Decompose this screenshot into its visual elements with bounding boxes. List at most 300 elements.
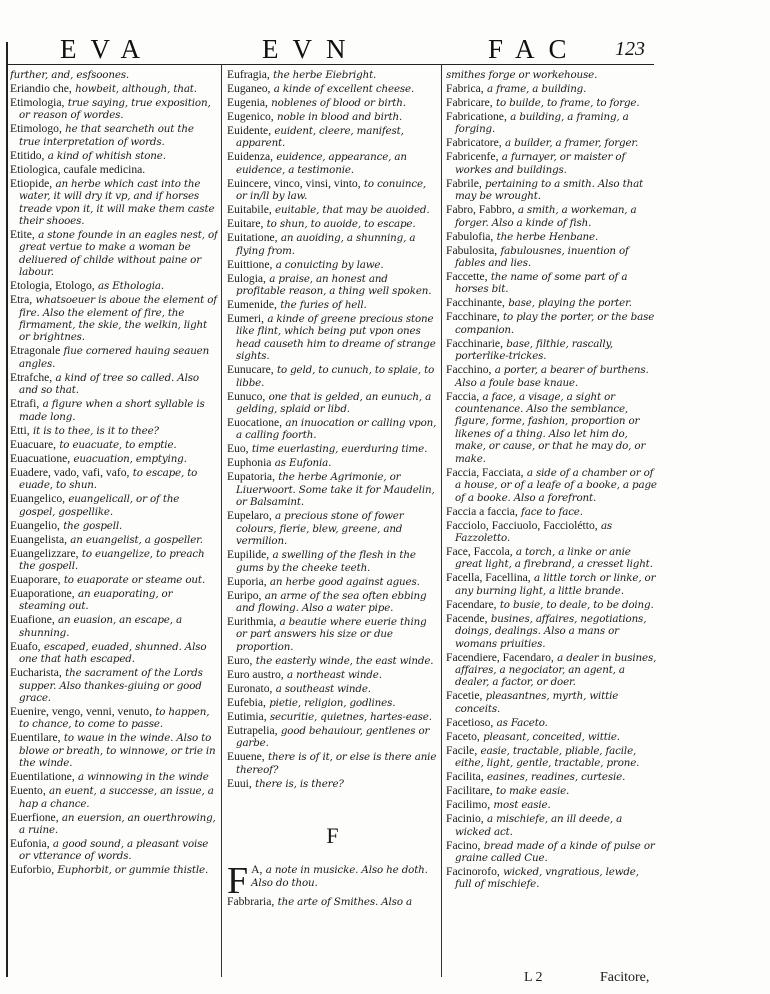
definition: to conuince, or in/ll by law. [236,177,427,203]
dictionary-entry [446,231,658,243]
headword: Fabricatore, [446,136,502,150]
dictionary-entry [446,69,658,81]
definition: an auoiding, a shunning, a flying from. [236,232,416,257]
dictionary-entry [227,178,438,203]
dictionary-entry [227,364,438,389]
headword: Facile, [446,743,478,757]
definition: he that searcheth out the true interpretation of words. [19,123,194,148]
headword: Fabbraria, [227,895,275,909]
definition: as Eufonia. [274,457,332,470]
definition: a praise, an honest and profitable reason, a thing well spoken. [236,272,432,298]
catchword: Facitore, [600,970,650,985]
headword: Euenire, vengo, venni, venuto, [10,704,152,718]
definition: an inuocation or calling vpon, a calling foorth. [236,417,437,442]
definition: fabulousnes, inuention of fables and lies. [455,244,629,270]
dictionary-entry [10,398,218,423]
signature-mark: L 2 [524,970,543,985]
headword: Facchinante, [446,296,505,310]
definition: to escape, to euade, to shun. [19,466,198,492]
dictionary-entry [446,111,658,136]
dictionary-entry [10,164,218,176]
dictionary-entry [227,510,438,547]
definition: the arte of Smithes. Also a [277,896,412,909]
dictionary-entry [227,711,438,723]
headword: Euripo, [227,588,262,602]
dictionary-entry [10,771,218,783]
column-right [446,69,658,969]
headword: Euidente, [227,124,272,137]
headword: Fabro, Fabbro, [446,203,515,217]
definition: whatsoeuer is aboue the element of fire. Also the element of fire, the firmament, the skie, the welkin, light or brightnes. [19,294,217,344]
headword: Facilitare, [446,784,493,798]
headword: Eumeri, [227,312,265,326]
headword: Eriandio che, [10,82,72,95]
definition: a frame, a building. [486,83,587,95]
headword: Euangelizzare, [10,546,79,560]
headword: Etragonale [10,344,61,358]
dictionary-entry [227,896,438,908]
definition: true saying, true exposition, or reason of wordes. [19,97,211,122]
definition: time euerlasting, euerduring time. [251,443,428,456]
definition: a porter, a bearer of burthens. Also a foule base knaue. [455,364,649,389]
headword: Eurithmia, [227,614,277,628]
definition: an euaporating, or steaming out. [19,587,173,613]
dictionary-entry [10,123,218,148]
headword: Euentilare, [10,731,61,745]
headword: Euaporare, [10,572,61,586]
dictionary-entry [446,364,658,389]
headword: Euo, [227,442,249,456]
headword: Euphonia [227,456,272,470]
definition: euacuation, emptying. [73,452,187,465]
headword: Etiopide, [10,176,53,190]
headword: Etra, [10,293,33,307]
dictionary-entry [227,669,438,681]
definition: a builder, a framer, forger. [504,137,639,150]
headword: Euforbio, [10,863,55,877]
headword: Eunuco, [227,389,266,403]
headword: Facetie, [446,689,483,703]
headword: Euafo, [10,639,41,653]
headword: Etitido, [10,148,45,162]
definition: to euacuate, to emptie. [59,438,177,451]
dictionary-entry [10,574,218,586]
definition: to happen, to chance, to come to passe. [19,705,210,731]
definition: a figure when a short syllable is made long. [19,398,205,423]
dictionary-entry [446,546,658,571]
dictionary-entry [10,614,218,639]
dictionary-entry [446,771,658,783]
definition: to euaporate or steame out. [63,573,206,586]
definition: to busie, to deale, to be doing. [499,598,654,611]
headword: Facilimo, [446,798,491,812]
headword: Euronato, [227,681,273,695]
dictionary-entry [227,655,438,667]
dictionary-entry [446,311,658,336]
headword: Euadere, vado, vafi, vafo, [10,465,130,479]
dictionary-entry [227,125,438,150]
headword: Euitabile, [227,203,272,217]
dictionary-entry [10,732,218,769]
definition: euangelicall, or of the gospel, gospellike. [19,493,180,518]
definition: euident, cleere, manifest, apparent. [236,125,404,150]
definition: the sacrament of the Lords supper. Also thankes-giuing or good grace. [19,667,203,704]
dictionary-entry [446,297,658,309]
headword: Facino, [446,838,481,852]
dictionary-entry [10,439,218,451]
dictionary-entry [227,273,438,298]
dictionary-entry [10,467,218,492]
definition: a conuicting by lawe. [275,258,384,271]
definition: a kind of tree so called. Also and so that. [19,371,199,397]
definition: an herbe good against agues. [269,575,420,588]
dictionary-entry [10,534,218,546]
headword: Faccia, Facciata, [446,465,524,479]
definition: a winnowing in the winde [78,771,209,784]
headword: A, [251,863,263,877]
definition: one that is gelded, an eunuch, a gelding, splaid or libd. [236,390,432,416]
dictionary-entry [10,83,218,95]
definition: pertaining to a smith. Also that may be wrought. [455,177,644,203]
dictionary-entry [227,97,438,109]
dictionary-entry [10,520,218,532]
definition: there is, is there? [255,777,344,790]
headword: Facendiere, Facendaro, [446,650,554,664]
headword: Euerfione, [10,810,59,824]
dictionary-entry [227,683,438,695]
headword: Eupatoria, [227,470,275,484]
headword: Faceto, [446,729,480,743]
definition: it is to thee, is it to thee? [32,424,159,437]
page-number: 123 [615,38,645,60]
headword: Euro, [227,653,253,667]
definition: wicked, vngratious, lewde, full of mischiefe. [455,865,639,891]
headword: Euidenza, [227,150,274,164]
dictionary-entry [446,717,658,729]
headword: Euitare, [227,217,264,231]
drop-cap: F [227,860,249,903]
definition: a precious stone of fower colours, fierie, blew, greene, and vermilion. [236,510,404,548]
dictionary-entry [227,549,438,574]
column-left [10,69,218,969]
dictionary-entry [10,280,218,292]
dictionary-entry [227,471,438,508]
headword: Eugenia, [227,96,268,109]
definition: to play the porter, or the base companion. [455,311,655,336]
headword: Etite, [10,228,35,242]
section-letter: F [326,822,339,848]
definition: the easterly winde, the east winde. [255,654,434,667]
headword: Face, Faccola, [446,544,513,558]
dictionary-entry [227,204,438,216]
headword: Euro austro, [227,667,284,681]
headword: Euittione, [227,257,273,271]
definition: as Fazzoletto. [455,519,613,544]
dictionary-entry [446,83,658,95]
definition: face to face. [521,505,583,518]
definition: there is of it, or else is there anie thereof? [236,751,437,776]
headword: Eupilide, [227,548,270,562]
dictionary-entry [227,232,438,257]
definition: to shun, to auoide, to escape. [266,218,416,231]
running-head-middle: EVN [262,34,360,64]
definition: further, and, esfsoones. [10,69,130,81]
headword: Euacuare, [10,437,57,451]
dictionary-entry [446,731,658,743]
dictionary-entry [446,467,658,504]
headword: Etrafche, [10,370,53,384]
definition: the herbe Eiebright. [273,69,377,81]
headword: Facinorofo, [446,864,500,878]
definition: pleasantnes, myrth, wittie conceits. [455,690,619,715]
headword: Eunucare, [227,363,274,377]
dictionary-entry [227,697,438,709]
definition: securitie, quietnes, hartes-ease. [269,710,432,723]
dictionary-entry [10,229,218,279]
dictionary-entry [10,178,218,228]
headword: Eutimia, [227,709,267,723]
headword: Euentilatione, [10,770,75,784]
dictionary-entry [10,97,218,122]
dictionary-entry [446,520,658,545]
definition: the name of some part of a horses bit. [455,271,628,296]
dictionary-entry [446,840,658,865]
dictionary-entry [446,245,658,270]
definition: base, filthie, rascally, porterlike-trickes. [455,337,613,363]
definition: a stone founde in an eagles nest, of great vertue to make a woman be deliuered of childe without paine or labour. [19,229,218,279]
headword: Facchinare, [446,310,500,324]
headword: Euafione, [10,613,55,627]
definition: the herbe Henbane. [496,230,599,243]
dictionary-entry [10,69,218,81]
definition: a kind of whitish stone. [47,149,166,162]
dictionary-entry [10,294,218,344]
dictionary-entry [10,588,218,613]
dictionary-entry [10,372,218,397]
headword: Eulogia, [227,271,266,285]
headword: Facilita, [446,770,484,784]
definition: the herbe Agrimonie, or Liuerwoort. Some take it for Maudelin, or Balsamint. [236,471,435,509]
headword: Fabricenfe, [446,150,499,164]
dictionary-entry [227,590,438,615]
definition: a building, a framing, a forging. [455,111,629,136]
headword: Facende, [446,611,488,625]
dictionary-entry [227,391,438,416]
headword: Euitatione, [227,231,278,245]
headword: Euincere, vinco, vinsi, vinto, [227,176,361,190]
headword: Eufebia, [227,695,266,709]
headword: Euocatione, [227,416,283,430]
definition: howbeit, although, that. [75,83,197,95]
definition: a torch, a linke or anie great light, a firebrand, a cresset light. [455,545,653,571]
dictionary-entry [227,259,438,271]
definition: a note in musicke. Also he doth. Also do thou. [251,864,428,889]
dictionary-entry [227,725,438,750]
header-rule [6,64,654,65]
definition: Euphorbit, or gummie thistle. [57,864,209,877]
definition: euitable, that may be auoided. [275,204,430,217]
headword: Euganeo, [227,82,271,95]
headword: Fabrica, [446,82,484,95]
definition: smithes forge or workehouse. [446,69,598,81]
definition: a kinde of excellent cheese. [273,83,415,95]
definition: a northeast winde. [286,668,382,681]
running-head-left: EVA [60,34,155,64]
definition: the gospell. [63,519,123,532]
headword: Facchinarie, [446,336,503,350]
definition: a furnayer, or maister of workes and buildings. [455,151,626,176]
headword: Etimologo, [10,122,62,136]
headword: Euangelio, [10,518,60,532]
dictionary-entry [10,838,218,863]
headword: Faccette, [446,270,488,284]
definition: a little torch or linke, or any burning light, a little brande. [455,572,656,597]
definition: as Faceto. [496,716,548,729]
headword: Eufragia, [227,69,270,81]
definition: base, playing the porter. [508,297,632,310]
dictionary-entry [446,690,658,715]
dictionary-entry [10,864,218,876]
dictionary-entry [446,599,658,611]
definition: a smith, a workeman, a forger. Also a kinde of fish. [455,204,637,229]
definition: bread made of a kinde of pulse or graine called Cue. [455,839,655,864]
dictionary-entry [446,506,658,518]
definition: to euangelize, to preach the gospell. [19,547,205,572]
headword: Eugenico, [227,110,274,123]
dictionary-entry [446,151,658,176]
section-entries [227,896,438,908]
column-middle [227,69,438,969]
definition: pietie, religion, godlines. [269,696,396,709]
headword: Facciolo, Facciuolo, Facciolétto, [446,518,598,532]
definition: a beautie where euerie thing or part answers his size or due proportion. [236,615,427,653]
definition: as Ethologia. [97,280,165,293]
definition: fiue cornered hauing seauen angles. [19,345,210,370]
definition: to builde, to frame, to forge. [495,97,640,109]
dictionary-entry [446,745,658,770]
dictionary-entry [10,785,218,810]
headword: Etimologia, [10,96,65,109]
headword: Euacuatione, [10,451,71,465]
definition: to make easie. [495,785,570,798]
definition: an euent, a successe, an issue, a hap a chance. [19,785,214,810]
definition: a kinde of greene precious stone like flint, which being put vpon ones head causeth him to dreame of strange sights. [236,313,436,363]
column-middle-entries [227,69,438,790]
headword: Eumenide, [227,298,277,312]
dictionary-entry [10,453,218,465]
definition: a swelling of the flesh in the gums by the cheeke teeth. [236,549,416,574]
headword: Fabulofia, [446,229,494,243]
dictionary-entry [10,493,218,518]
running-head-right: FAC [488,34,581,64]
dictionary-entry [227,151,438,176]
dictionary-entry [446,178,658,203]
definition: a face, a visage, a sight or countenance. Also the semblance, figure, forme, fashion, proportion or likenes of a thing. Also let him do, make, or cause, or that he may do, or make. [455,390,646,465]
dictionary-entry [446,391,658,465]
dictionary-entry [10,667,218,704]
headword: Etologia, Etologo, [10,279,95,293]
dictionary-entry [10,706,218,731]
definition: easie, tractable, pliable, facile, eithe, light, gentle, tractable, prone. [455,744,640,770]
definition: busines, affaires, negotiations, doings, dealings. Also a mans or womans priuities. [455,612,647,650]
dictionary-entry [446,813,658,838]
definition: an arme of the sea often ebbing and flowing. Also a water pipe. [236,589,427,614]
column-divider [221,64,222,977]
dictionary-entry [227,443,438,455]
dictionary-entry [446,204,658,229]
headword: Etiologica, caufale medicina. [10,162,146,176]
dictionary-entry [227,576,438,588]
definition: the furies of hell. [280,299,367,312]
dictionary-entry [446,799,658,811]
dictionary-entry [227,417,438,442]
headword: Facendare, [446,597,497,611]
headword: Euangelista, [10,532,67,546]
dictionary-entry [227,313,438,363]
headword: Fabricatione, [446,110,507,123]
definition: a southeast winde. [275,682,371,695]
headword: Facella, Facellina, [446,571,531,585]
definition: euidence, appearance, an euidence, a testimonie. [236,151,407,176]
definition: good behauiour, gentlenes or garbe. [236,724,430,750]
dictionary-entry [446,97,658,109]
headword: Eupelaro, [227,509,272,523]
headword: Euuene, [227,750,265,764]
headword: Eutrapelia, [227,723,278,737]
headword: Facinio, [446,812,484,826]
headword: Fabulosita, [446,243,498,257]
definition: to waue in the winde. Also to blowe or breath, to winnowe, or trie in the winde. [19,732,216,770]
dictionary-entry [446,338,658,363]
headword: Fabricare, [446,96,493,109]
definition: pleasant, conceited, wittie. [483,730,620,743]
dictionary-entry [446,572,658,597]
headword: Faccia, [446,389,480,403]
headword: Euento, [10,784,46,798]
definition: an herbe which cast into the water, it will dry it vp, and if horses treade vpon it, it will make them caste their shooes. [19,177,215,228]
headword: Euangelico, [10,492,66,506]
headword: Etti, [10,423,30,437]
dictionary-entry [446,137,658,149]
definition: escaped, euaded, shunned. Also one that hath escaped. [19,640,207,666]
column-divider [441,64,442,977]
headword: Eucharista, [10,666,62,680]
headword: Euaporatione, [10,586,75,600]
dictionary-entry [227,751,438,776]
dictionary-entry [10,812,218,837]
definition: an euasion, an escape, a shunning. [19,614,182,639]
headword: Euporia, [227,574,267,588]
headword: Facetioso, [446,715,494,729]
dictionary-entry [10,150,218,162]
definition: a dealer in busines, affaires, a negociator, an agent, a dealer, a factor, or doer. [455,651,657,689]
headword: Facchino, [446,363,492,377]
dictionary-entry [227,69,438,81]
headword: Euui, [227,776,252,790]
definition: noblenes of blood or birth. [271,97,406,109]
dictionary-entry [446,866,658,891]
definition: most easie. [493,799,551,812]
definition: easines, readines, curtesie. [486,771,626,784]
dictionary-entry [10,548,218,573]
definition: a good sound, a pleasant voise or vtterance of words. [19,837,209,863]
definition: an euangelist, a gospeller. [70,533,203,546]
dictionary-entry [227,616,438,653]
headword: Fabrile, [446,176,482,190]
definition: to geld, to cunuch, to splaie, to libbe. [236,364,435,389]
dictionary-entry [10,425,218,437]
definition: a mischiefe, an ill deede, a wicked act. [455,813,623,838]
